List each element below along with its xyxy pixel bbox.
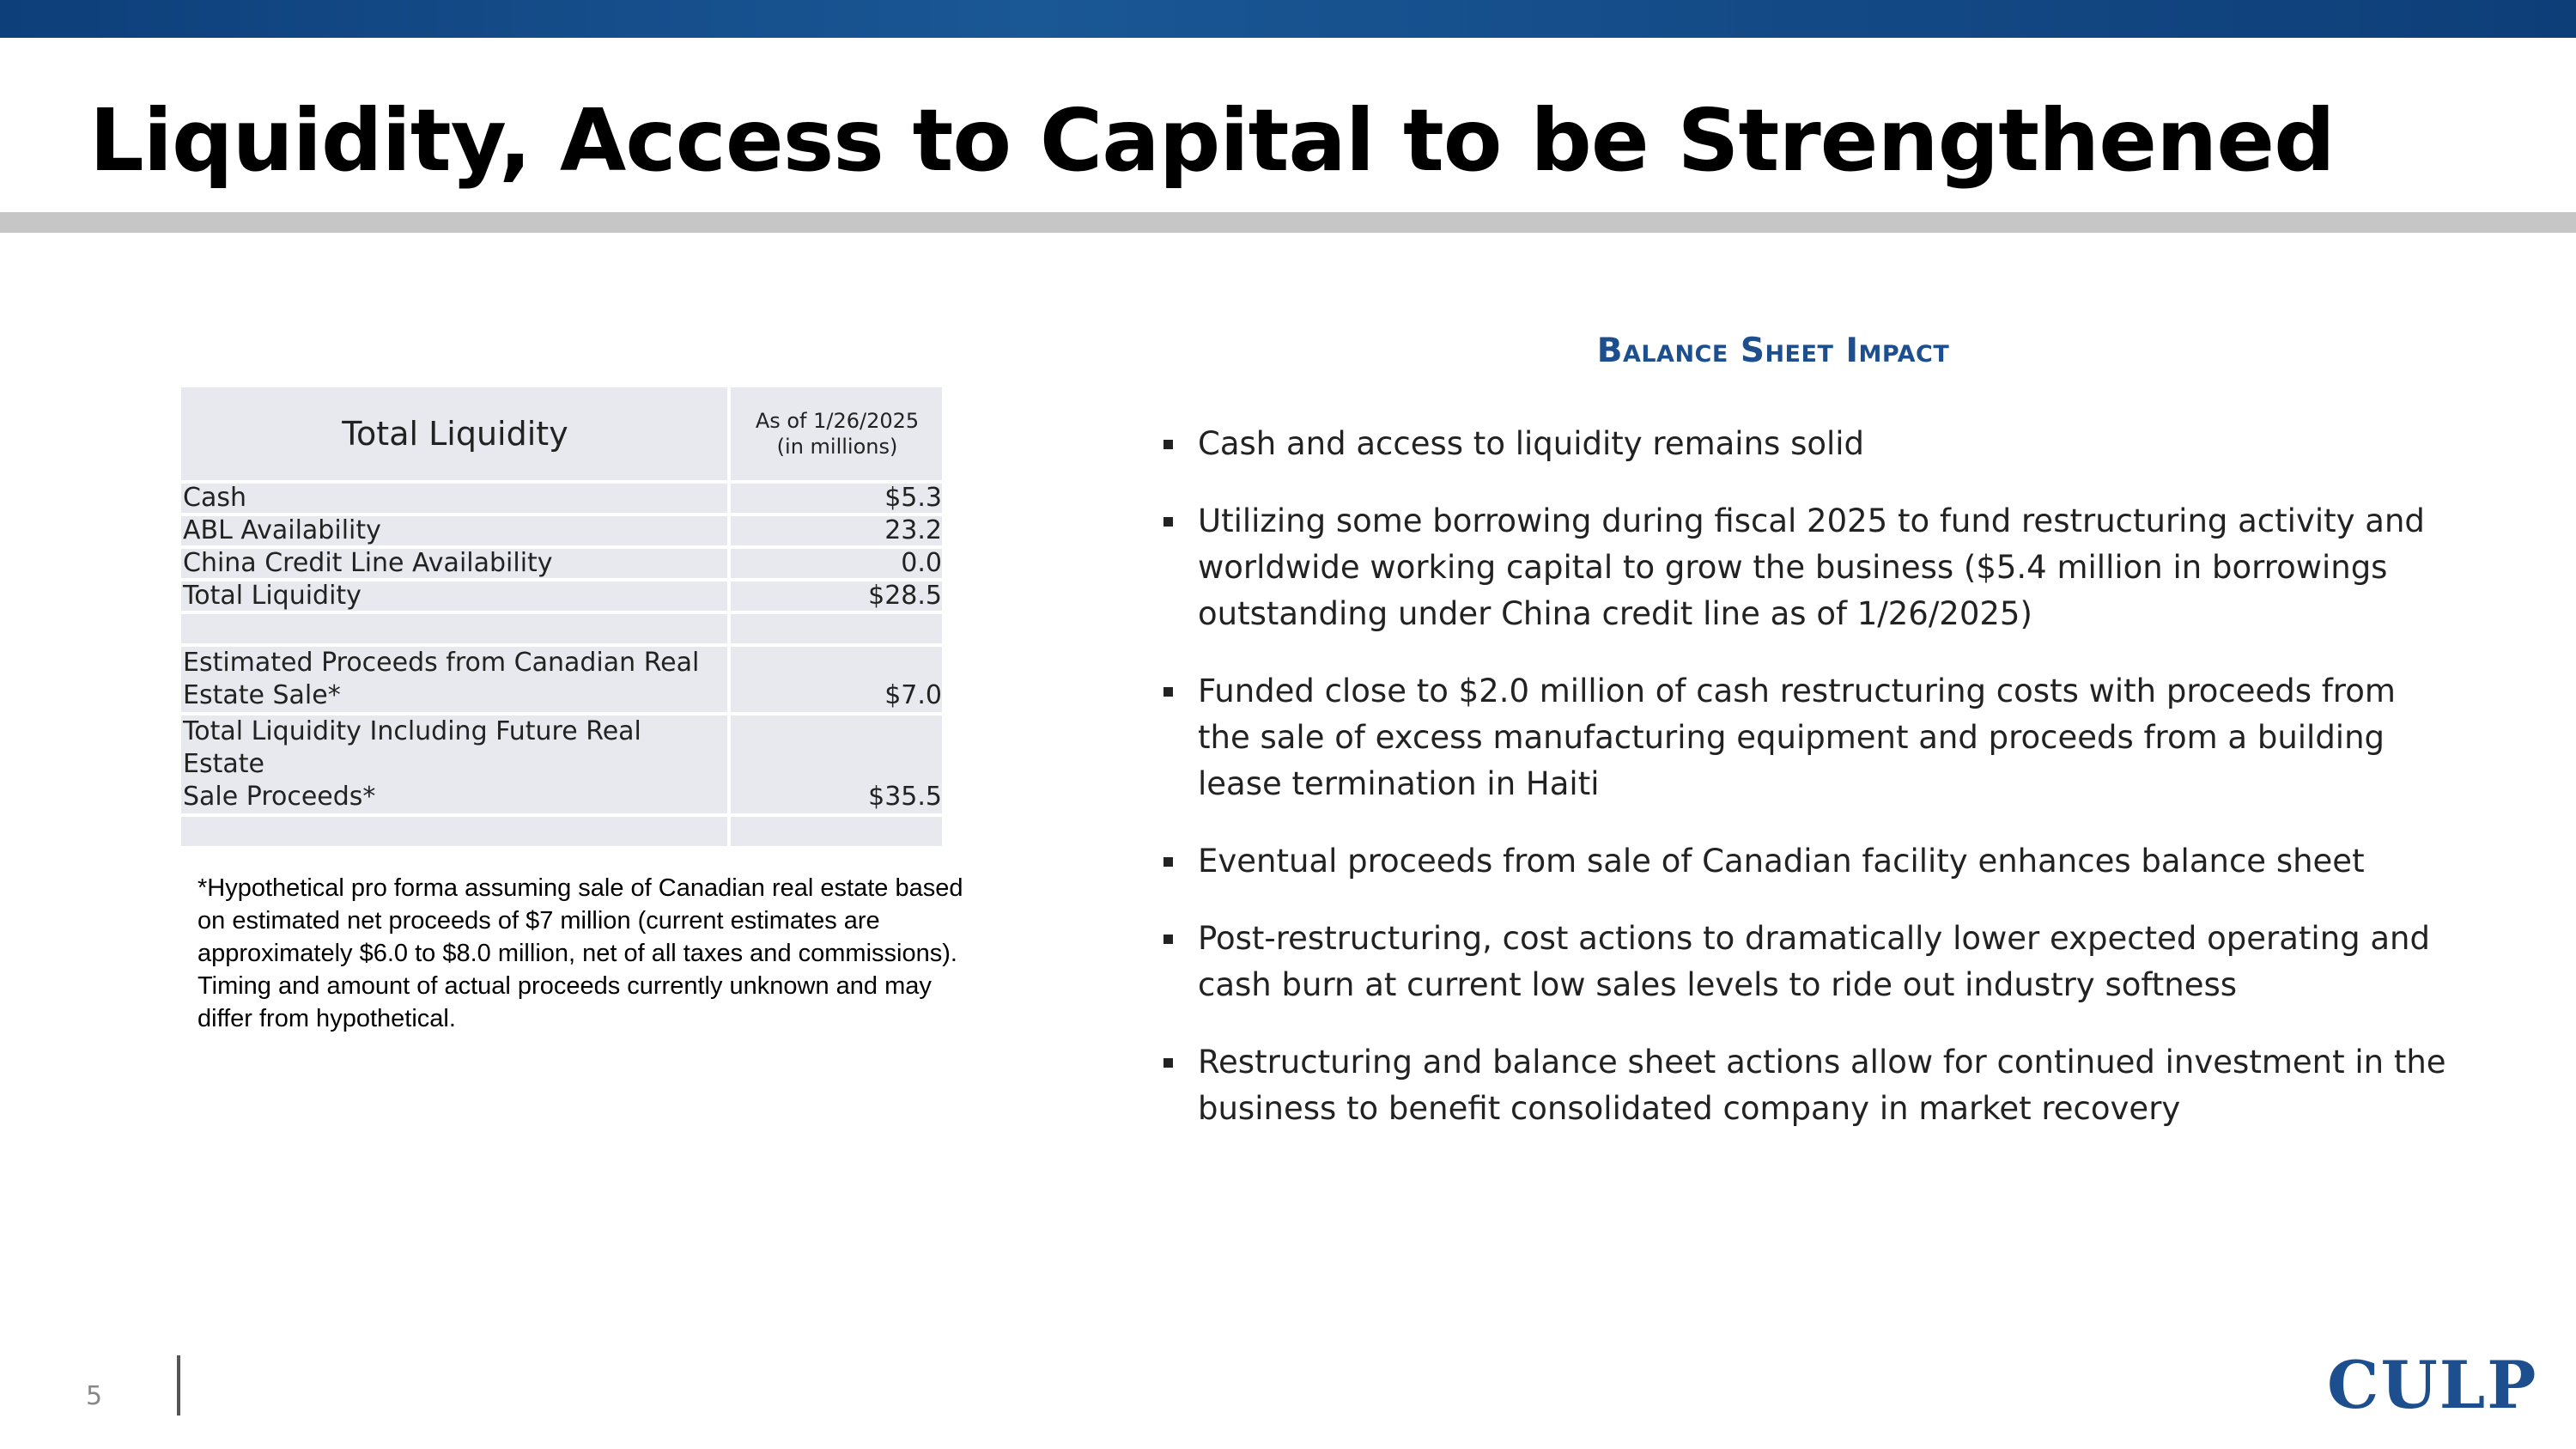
footer-divider: [177, 1355, 180, 1416]
bullet-item: [1163, 838, 2451, 885]
table-row: [179, 482, 944, 514]
row-label: Total Liquidity: [179, 580, 729, 612]
table-row: [179, 547, 944, 580]
row-value: $5.3: [729, 482, 944, 514]
liquidity-table: [178, 384, 945, 849]
bullet-text: Cash and access to liquidity remains solid: [1198, 425, 1865, 462]
table-row: [179, 580, 944, 612]
row-label: ABL Availability: [179, 514, 729, 547]
table-row: [179, 514, 944, 547]
table-header-date-line2: (in millions): [776, 435, 898, 459]
row-label: [179, 815, 729, 848]
bullet-item: [1163, 421, 2451, 467]
row-label: [179, 612, 729, 645]
page-number: 5: [86, 1381, 103, 1411]
row-label-line1: Total Liquidity Including Future Real Estate: [183, 716, 641, 779]
table-row: [179, 645, 944, 714]
row-label: [179, 645, 729, 714]
table-header-date-line1: As of 1/26/2025: [755, 409, 920, 433]
bullet-item: [1163, 916, 2451, 1008]
bullet-text: Eventual proceeds from sale of Canadian facility enhances balance sheet: [1198, 843, 2365, 880]
row-value: $35.5: [729, 714, 944, 815]
row-label: [179, 714, 729, 815]
title-divider: [0, 212, 2576, 233]
row-label: Cash: [179, 482, 729, 514]
bullet-square-icon: [1163, 440, 1173, 449]
header-band: [0, 0, 2576, 38]
row-label-line1: Estimated Proceeds from Canadian Real: [183, 648, 700, 678]
row-value: [729, 612, 944, 645]
row-label: China Credit Line Availability: [179, 547, 729, 580]
bullet-item: [1163, 1039, 2451, 1132]
table-header-label: Total Liquidity: [179, 386, 729, 482]
row-label-line2: Estate Sale*: [183, 680, 341, 710]
table-header-row: [179, 386, 944, 482]
section-heading: Balance Sheet Impact: [1596, 332, 1950, 370]
table-row-empty: [179, 815, 944, 848]
bullet-square-icon: [1163, 935, 1173, 944]
bullet-text: Utilizing some borrowing during fiscal 2025 to fund restructuring activity and worldwide working capital to grow the business ($5.4 million in borrowings outstanding under China credit line as of 1/26/2025): [1198, 502, 2425, 632]
table-footnote: *Hypothetical pro forma assuming sale of Canadian real estate based on estimated net proceeds of $7 million (current estimates are approximately $6.0 to $8.0 million, net of all taxes and commissions). Timing and amount of actual proceeds currently unknown and may differ from hypothetical.: [197, 874, 963, 1032]
bullet-square-icon: [1163, 1058, 1173, 1068]
table-header-date: [729, 386, 944, 482]
bullet-text: Funded close to $2.0 million of cash restructuring costs with proceeds from the sale of excess manufacturing equipment and proceeds from a building lease termination in Haiti: [1198, 673, 2396, 802]
bullet-square-icon: [1163, 687, 1173, 697]
row-value: $28.5: [729, 580, 944, 612]
bullet-square-icon: [1163, 857, 1173, 867]
bullet-text: Restructuring and balance sheet actions allow for continued investment in the business to benefit consolidated company in market recovery: [1198, 1044, 2446, 1127]
bullet-text: Post-restructuring, cost actions to dramatically lower expected operating and cash burn at current low sales levels to ride out industry softness: [1198, 920, 2430, 1003]
row-value: $7.0: [729, 645, 944, 714]
row-value: 23.2: [729, 514, 944, 547]
row-value: [729, 815, 944, 848]
bullet-square-icon: [1163, 517, 1173, 527]
row-label-line2: Sale Proceeds*: [183, 782, 376, 812]
bullet-item: [1163, 668, 2451, 807]
table-row-empty: [179, 612, 944, 645]
bullet-item: [1163, 498, 2451, 637]
culp-logo: CULP: [2327, 1347, 2538, 1423]
page-title: Liquidity, Access to Capital to be Strengthened: [89, 90, 2335, 191]
row-value: 0.0: [729, 547, 944, 580]
table-row: [179, 714, 944, 815]
impact-bullet-list: [1163, 421, 2451, 1163]
